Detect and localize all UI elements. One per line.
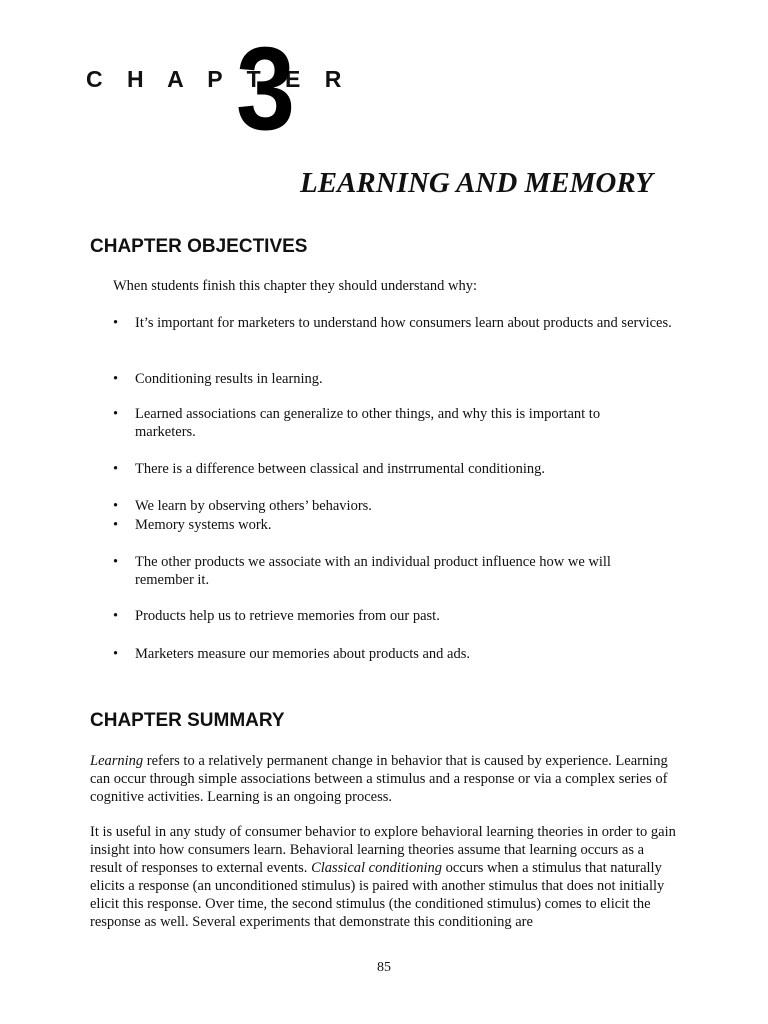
objective-item [113, 314, 683, 332]
objectives-heading: CHAPTER OBJECTIVES [90, 236, 308, 257]
bullet-icon: • [113, 371, 119, 387]
bullet-icon: • [113, 517, 119, 533]
bullet-icon: • [113, 498, 119, 514]
objective-item [113, 645, 683, 663]
bullet-icon: • [113, 608, 119, 624]
bullet-icon: • [113, 646, 119, 662]
objective-text: Conditioning results in learning. [135, 371, 323, 387]
objective-item [113, 370, 683, 388]
chapter-title: LEARNING AND MEMORY [300, 167, 653, 199]
paragraph-text: It is useful in any study of consumer behavior to explore behavioral learning theories in order to gain insight into how consumers learn. Behavioral learning theories assume that learning occurs as a result of responses to external events. [90, 824, 676, 876]
objective-text: It’s important for marketers to understand how consumers learn about products and services. [135, 315, 672, 331]
objective-text: We learn by observing others’ behaviors. [135, 498, 372, 514]
chapter-label: C H A P T E R [86, 66, 351, 92]
objective-text: The other products we associate with an individual product influence how we will remember it. [135, 554, 611, 588]
objective-text: Memory systems work. [135, 517, 272, 533]
key-term: Learning [90, 753, 144, 769]
objectives-intro: When students finish this chapter they should understand why: [113, 278, 478, 294]
objective-item [113, 405, 643, 441]
bullet-icon: • [113, 315, 119, 331]
key-term: Classical conditioning [311, 860, 442, 876]
objective-item [113, 497, 683, 515]
objective-item [113, 516, 683, 534]
objective-text: Products help us to retrieve memories from our past. [135, 608, 440, 624]
paragraph-text: refers to a relatively permanent change in behavior that is caused by experience. Learning can occur through simple associations between a stimulus and a response or via a complex series of cognitive activities. Learning is an ongoing process. [90, 753, 668, 805]
bullet-icon: • [113, 406, 119, 422]
bullet-icon: • [113, 461, 119, 477]
paragraph-text: occurs when a stimulus that naturally elicits a response (an unconditioned stimulus) is paired with another stimulus that does not initially elicit this response. Over time, the second stimulus (the conditioned stimulus) comes to elicit the response as well. Several experiments that demonstrate this conditioning are [90, 860, 665, 930]
summary-heading: CHAPTER SUMMARY [90, 710, 285, 731]
bullet-icon: • [113, 554, 119, 570]
summary-paragraph [90, 752, 678, 806]
objective-text: There is a difference between classical and instrrumental conditioning. [135, 461, 546, 477]
objective-item [113, 553, 643, 589]
page-number: 85 [377, 960, 391, 975]
summary-paragraph [90, 823, 678, 931]
objective-item [113, 460, 683, 478]
chapter-number: 3 [236, 23, 296, 155]
objective-text: Marketers measure our memories about products and ads. [135, 646, 471, 662]
objective-text: Learned associations can generalize to other things, and why this is important to marketers. [135, 406, 601, 440]
objective-item [113, 607, 683, 625]
